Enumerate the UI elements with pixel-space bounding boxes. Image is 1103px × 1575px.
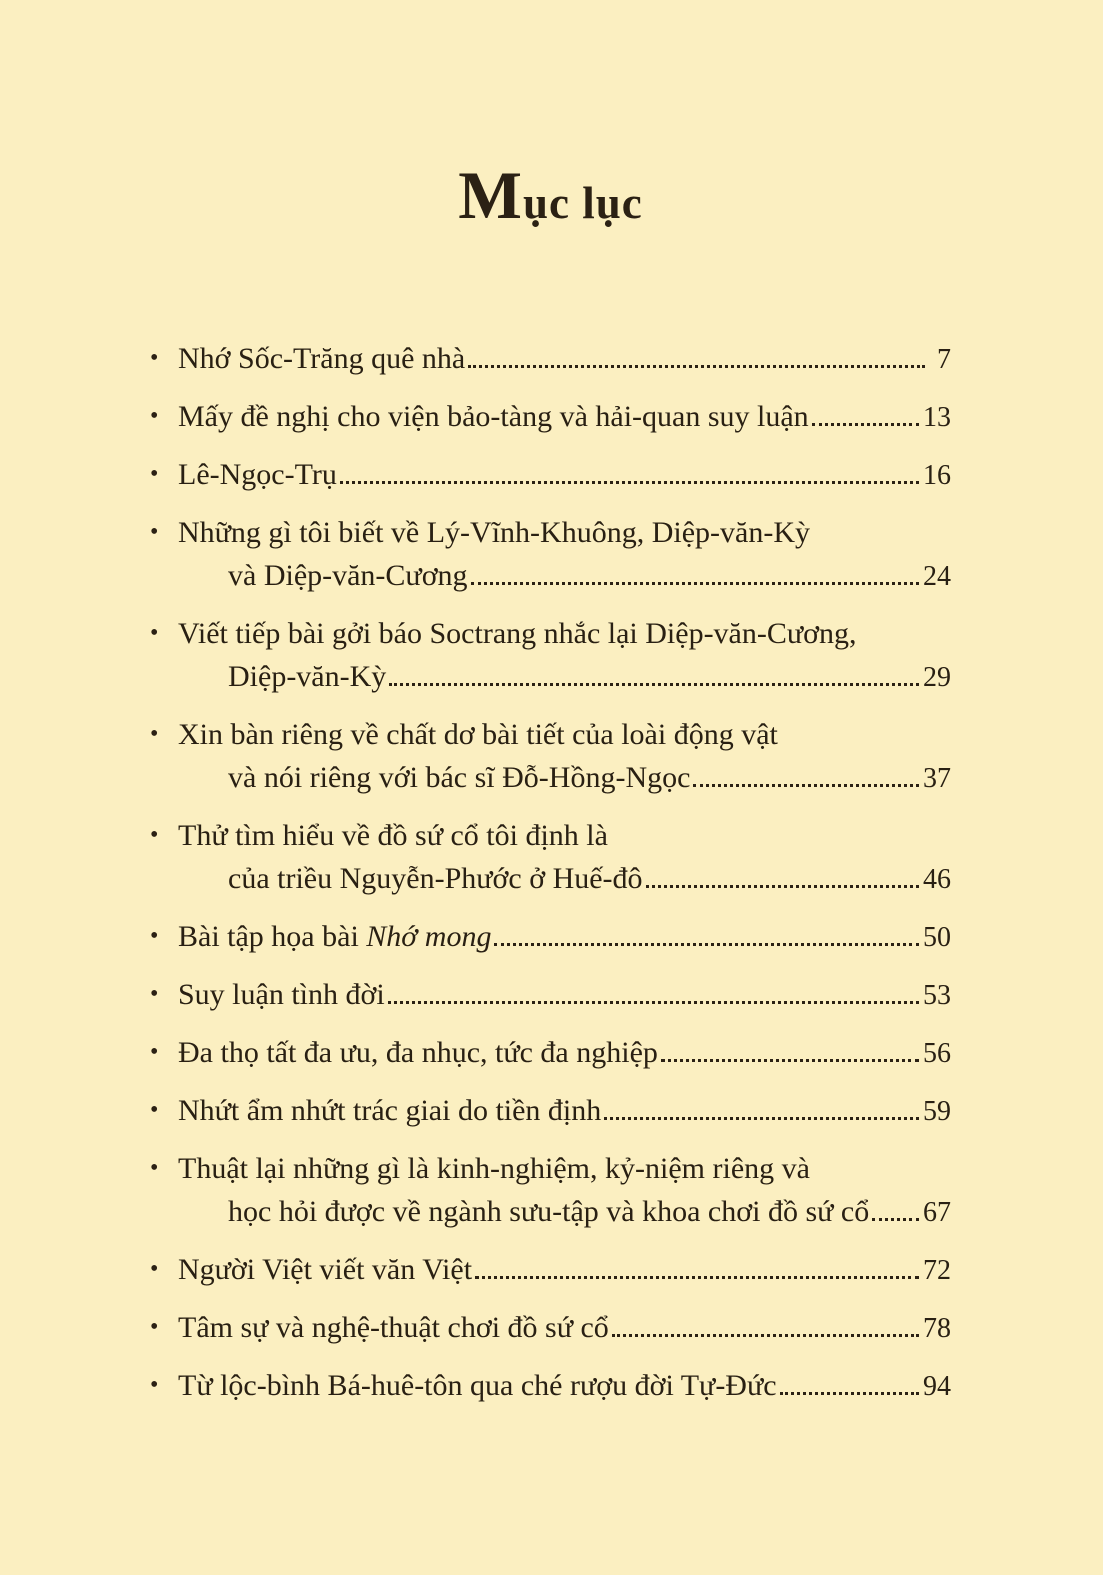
toc-entry-title-text: Diệp-văn-Kỳ [228,660,387,693]
toc-entry-line [178,655,951,699]
toc-entry-line [178,395,951,439]
toc-entry-line [178,453,951,497]
toc-entry-title [228,655,386,698]
toc-entry-title-text: Nhớ Sốc-Trăng quê nhà [178,342,466,375]
toc-entry [150,1306,951,1350]
page-number: 37 [923,763,951,794]
toc-entry-title [228,1190,869,1233]
toc-entry [150,973,951,1017]
toc-entry-content [178,511,951,598]
page-number: 46 [923,864,951,895]
dotted-leader [475,1276,919,1279]
bullet-icon: • [150,721,159,747]
toc-entry-line [178,337,951,381]
toc-entry-title [178,1031,658,1074]
toc-entry-title [178,1089,601,1132]
dotted-leader [468,365,925,368]
toc-entry-title-italic: Nhớ mong [366,920,492,953]
page-number: 16 [923,460,951,491]
toc-entry-content [178,973,951,1017]
toc-entry-title [178,453,337,496]
toc-entry-title [228,756,690,799]
toc-entry-title [178,511,810,554]
toc-entry-title-text: Thuật lại những gì là kinh-nghiệm, kỷ-niệm riêng và [178,1152,810,1185]
toc-entry-title [178,713,778,756]
toc-entry-content [178,337,951,381]
dotted-leader [388,1001,919,1004]
page-number: 72 [923,1255,951,1286]
toc-entry-title [178,1364,777,1407]
toc-entry [150,1089,951,1133]
toc-entry-title-text: Nhứt ẩm nhứt trác giai do tiền định [178,1094,602,1127]
toc-entry-title-text: Lê-Ngọc-Trụ [178,458,337,491]
bullet-icon: • [150,1039,159,1065]
toc-entry-title [178,1306,609,1349]
toc-entry-title [178,1147,810,1190]
toc-entry-line [178,973,951,1017]
toc-entry-line [178,1089,951,1133]
bullet-icon: • [150,519,159,545]
toc-entry-title-text: Mấy đề nghị cho viện bảo-tàng và hải-quan suy luận [178,400,809,433]
toc-entry-line [178,511,951,554]
toc-entry-title-text: Xin bàn riêng về chất dơ bài tiết của loài động vật [178,718,778,751]
toc-entry-line [178,915,951,959]
toc-entry [150,612,951,699]
page-number: 50 [923,922,951,953]
toc-entry-line [178,612,951,655]
toc-entry-content [178,1306,951,1350]
toc-entry-line [178,756,951,800]
toc-entry [150,511,951,598]
toc-entry-line [178,1031,951,1075]
toc-entry-content [178,1364,951,1408]
toc-entry [150,1031,951,1075]
toc-entry-content [178,1089,951,1133]
toc-entry-content [178,612,951,699]
bullet-icon: • [150,620,159,646]
toc-entry-title [178,814,608,857]
toc-entry-title [178,915,491,958]
page-number: 53 [923,980,951,1011]
bullet-icon: • [150,1097,159,1123]
toc-entry-title-text: của triều Nguyễn-Phước ở Huế-đô [228,862,643,895]
page-number: 7 [937,344,951,375]
page-number: 56 [923,1038,951,1069]
bullet-icon: • [150,923,159,949]
page-number: 59 [923,1096,951,1127]
dotted-leader [612,1334,919,1337]
toc-entry-content [178,1248,951,1292]
bullet-icon: • [150,1314,159,1340]
bullet-icon: • [150,403,159,429]
bullet-icon: • [150,1372,159,1398]
toc-entry [150,1147,951,1234]
toc-entry-title-text: Viết tiếp bài gởi báo Soctrang nhắc lại Diệp-văn-Cương, [178,617,857,650]
toc-entry-title-text: và nói riêng với bác sĩ Đỗ-Hồng-Ngọc [228,761,691,794]
toc-entry [150,1248,951,1292]
toc-entry-line [178,1248,951,1292]
toc-entry-title-text: Bài tập họa bài [178,920,367,953]
toc-entry-title [178,973,385,1016]
dotted-leader [389,683,919,686]
bullet-icon: • [150,981,159,1007]
toc-entry-title-text: Suy luận tình đời [178,978,385,1011]
toc-entry-content [178,814,951,901]
toc-entry-title-text: Những gì tôi biết về Lý-Vĩnh-Khuông, Diệp-văn-Kỳ [178,516,810,549]
toc-entry-title [178,1248,472,1291]
toc-entry-line [178,857,951,901]
toc-entry [150,453,951,497]
bullet-icon: • [150,1155,159,1181]
toc-entry-title [178,337,465,380]
dotted-leader [340,481,919,484]
dotted-leader [872,1218,919,1221]
bullet-icon: • [150,822,159,848]
bullet-icon: • [150,461,159,487]
toc-entry [150,814,951,901]
page-number: 29 [923,662,951,693]
dotted-leader [604,1117,919,1120]
toc-entry-content [178,453,951,497]
toc-entry-title-text: Tâm sự và nghệ-thuật chơi đồ sứ cổ [178,1311,609,1344]
toc-entry-content [178,915,951,959]
page-number: 94 [923,1371,951,1402]
toc-entry-content [178,713,951,800]
toc-entry-line [178,1306,951,1350]
toc-entry-title [228,554,468,597]
toc-entry-line [178,814,951,857]
toc-entry-title-text: Từ lộc-bình Bá-huê-tôn qua ché rượu đời Tự-Đức [178,1369,777,1402]
dotted-leader [661,1059,919,1062]
toc-entry-title-text: Người Việt viết văn Việt [178,1253,473,1286]
dotted-leader [812,423,919,426]
toc-entry-title-text: và Diệp-văn-Cương [228,559,468,592]
toc-entry-title [228,857,643,900]
toc-entry-content [178,395,951,439]
toc-entry-title-text: Đa thọ tất đa ưu, đa nhục, tức đa nghiệp [178,1036,658,1069]
dotted-leader [494,943,919,946]
page-title: Mục lục [458,158,643,233]
page-number: 67 [923,1197,951,1228]
toc-entry [150,713,951,800]
bullet-icon: • [150,1256,159,1282]
bullet-icon: • [150,345,159,371]
page-number: 13 [923,402,951,433]
page-number: 78 [923,1313,951,1344]
dotted-leader [693,784,919,787]
toc-list [150,337,951,1408]
toc-entry-title-text: Thử tìm hiểu về đồ sứ cổ tôi định là [178,819,608,852]
toc-entry-line [178,713,951,756]
toc-entry [150,337,951,381]
dotted-leader [646,885,919,888]
toc-entry-title [178,612,857,655]
toc-entry-content [178,1031,951,1075]
toc-entry [150,915,951,959]
toc-entry-line [178,1190,951,1234]
dotted-leader [780,1392,919,1395]
toc-entry-title [178,395,809,438]
toc-entry [150,1364,951,1408]
page-number: 24 [923,561,951,592]
toc-entry-line [178,1364,951,1408]
toc-entry-line [178,1147,951,1190]
toc-entry-title-text: học hỏi được về ngành sưu-tập và khoa chơi đồ sứ cổ [228,1195,870,1228]
dotted-leader [471,582,919,585]
toc-entry-line [178,554,951,598]
toc-entry [150,395,951,439]
toc-entry-content [178,1147,951,1234]
